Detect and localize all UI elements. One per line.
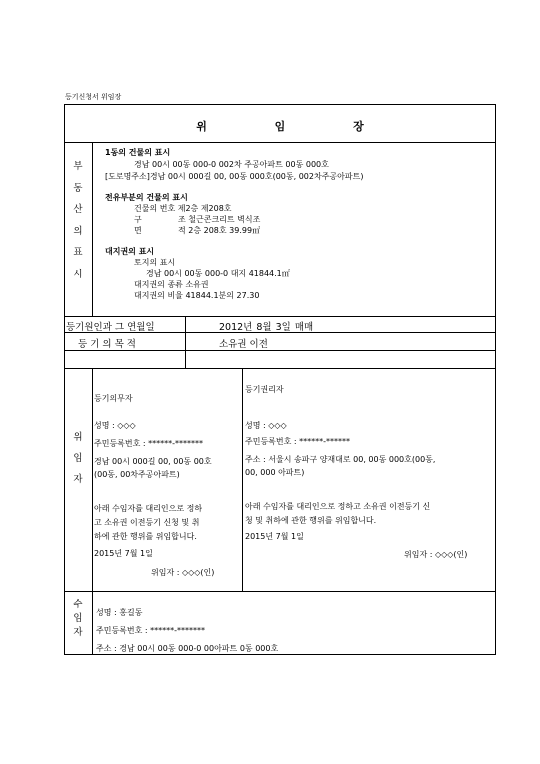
obligor-statement-2: 고 소유권 이전등기 신청 및 취 xyxy=(94,518,200,527)
obligee-statement-2: 청 및 취하에 관한 행위를 위임합니다. xyxy=(245,516,377,525)
exclusive-heading: 전유부분의 건물의 표시 xyxy=(105,193,188,202)
obligee-reg-no: 주민등록번호 : ******-****** xyxy=(245,437,351,446)
structure-value: 조 철근콘크리트 벽식조 xyxy=(178,215,261,224)
cause-value: 2012년 8월 3일 매매 xyxy=(219,322,314,333)
land-right-ratio: 대지권의 비율 41844.1분의 27.30 xyxy=(134,291,260,300)
obligee-statement-1: 아래 수임자를 대리인으로 정하고 소유권 이전등기 신 xyxy=(245,502,431,511)
obligee-address-1: 주소 : 서울시 송파구 양재대로 00, 00동 000호(00동, xyxy=(245,455,436,464)
purpose-value: 소유권 이전 xyxy=(219,339,268,350)
obligee-address-2: 00, 000 아파트) xyxy=(245,468,305,477)
road-address: [도로명주소]경남 00시 000길 00, 00동 000호(00동, 002차주공아파트) xyxy=(105,172,364,181)
form-frame xyxy=(64,104,496,655)
delegate-address: 주소 : 경남 00시 00동 000-0 00아파트 0동 000호 xyxy=(96,644,279,653)
delegator-side-label: 위 임 자 xyxy=(73,432,83,485)
obligee-role: 등기권리자 xyxy=(245,385,284,394)
land-address: 경남 00시 00동 000-0 대지 41844.1㎡ xyxy=(146,269,290,278)
property-side-label: 부 동 산 의 표 시 xyxy=(73,161,83,280)
land-sub-heading: 토지의 표시 xyxy=(134,258,176,267)
area-label: 면 xyxy=(134,226,142,235)
obligor-statement-3: 하에 관한 행위를 위임합니다. xyxy=(94,532,197,541)
obligor-address-2: (00동, 00차주공아파트) xyxy=(94,470,180,479)
obligor-statement-1: 아래 수임자를 대리인으로 정하 xyxy=(94,504,203,513)
obligor-role: 등기의무자 xyxy=(94,394,133,403)
delegate-side-label: 수 임 자 xyxy=(73,599,83,638)
delegate-name: 성명 : 홍길동 xyxy=(96,608,143,617)
building-heading: 1동의 건물의 표시 xyxy=(105,148,171,157)
cause-label: 등기원인과 그 연월일 xyxy=(66,322,155,333)
exclusive-number: 건물의 번호 제2층 제208호 xyxy=(134,204,232,213)
purpose-label: 등 기 의 목 적 xyxy=(78,339,136,350)
obligee-name: 성명 : ◇◇◇ xyxy=(245,421,287,430)
document-type-caption: 등기신청서 위임장 xyxy=(65,93,122,101)
obligor-address-1: 경남 00시 000길 00, 00동 00호 xyxy=(94,457,212,466)
form-title: 위 임 장 xyxy=(196,120,364,133)
land-right-type: 대지권의 종류 소유권 xyxy=(134,280,209,289)
obligee-date: 2015년 7월 1일 xyxy=(245,532,304,541)
obligor-reg-no: 주민등록번호 : ******-******* xyxy=(94,439,204,448)
obligor-name: 성명 : ◇◇◇ xyxy=(94,421,136,430)
building-address: 경남 00시 00동 000-0 002차 주공아파트 00동 000호 xyxy=(134,160,329,169)
obligor-date: 2015년 7월 1일 xyxy=(94,549,153,558)
land-heading: 대지권의 표시 xyxy=(105,247,155,256)
delegate-reg-no: 주민등록번호 : ******-******* xyxy=(96,626,206,635)
obligee-signature: 위임자 : ◇◇◇(인) xyxy=(404,550,468,559)
obligor-signature: 위임자 : ◇◇◇(인) xyxy=(151,568,215,577)
structure-label: 구 xyxy=(134,215,142,224)
area-value: 적 2층 208호 39.99㎡ xyxy=(178,226,261,235)
